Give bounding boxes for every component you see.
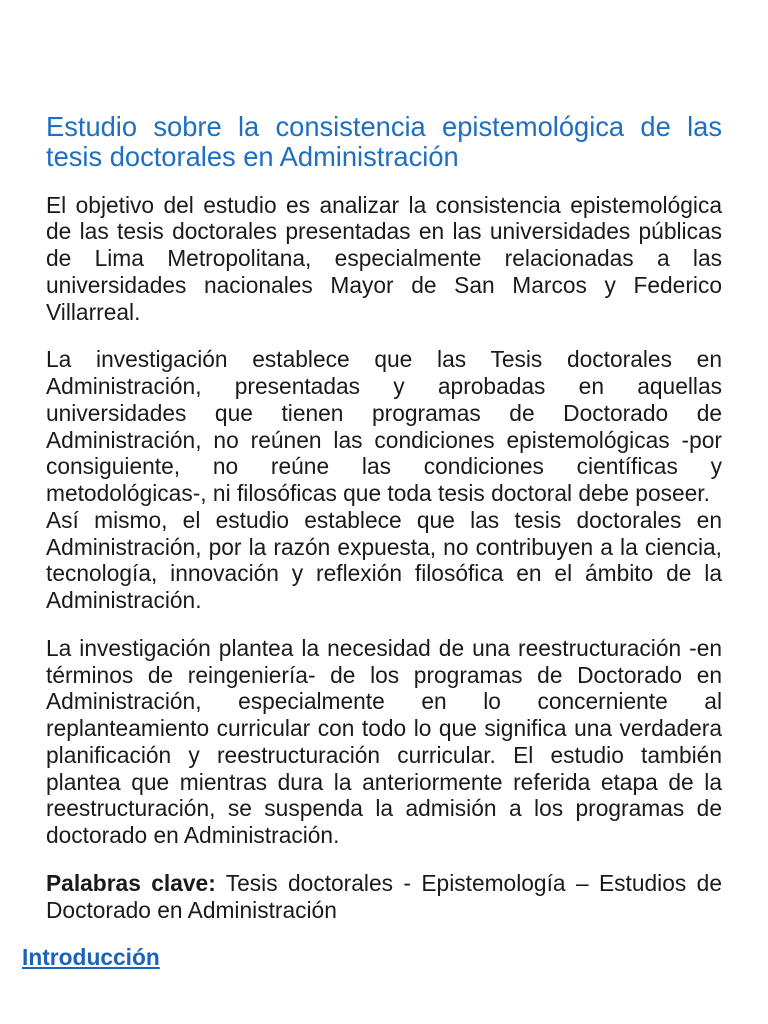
document-page [22,111,722,971]
paragraph-line: de las tesis doctorales presentadas en las universidades públicas [46,218,722,245]
paragraph-line: Administración, presentadas y aprobadas en aquellas [46,373,722,399]
keywords-text: Tesis doctorales - Epistemología – Estudios de [225,869,722,896]
paragraph-line: La investigación plantea la necesidad de una reestructuración -en [46,634,722,661]
paragraph-line: planificación y reestructuración curricular. El estudio también [46,741,722,768]
document-title [46,112,722,171]
paragraph-line: metodológicas-, ni filosóficas que toda tesis doctoral debe poseer. [46,480,710,506]
paragraph-proposal [46,635,722,849]
paragraph-line: Administración, no reúnen las condiciones epistemológicas -por [46,426,722,453]
keywords-line: Doctorado en Administración [46,896,337,923]
paragraph-line: replanteamiento curricular con todo lo que significa una verdadera [46,715,722,741]
paragraph-line: universidades que tienen programas de Doctorado de [46,399,722,426]
paragraph-findings [46,346,722,614]
paragraph-line: consiguiente, no reúne las condiciones científicas y [46,453,722,480]
paragraph-line: Administración, especialmente en lo concerniente al [46,688,722,715]
paragraph-line: de Lima Metropolitana, especialmente relacionadas a las [46,245,722,271]
paragraph-line: El objetivo del estudio es analizar la consistencia epistemológica [46,191,722,218]
paragraph-line: doctorado en Administración. [46,822,340,848]
title-line: tesis doctorales en Administración [46,140,459,172]
paragraph-line: Administración, por la razón expuesta, no contribuyen a la ciencia, [46,533,722,560]
paragraph-objective [46,192,722,326]
paragraph-line: Así mismo, el estudio establece que las tesis doctorales en [46,506,722,533]
paragraph-line: tecnología, innovación y reflexión filosófica en el ámbito de la [46,560,722,587]
paragraph-line: Villarreal. [46,298,141,325]
keywords-block [46,870,722,924]
paragraph-line: términos de reingeniería- de los programas de Doctorado en [46,661,722,688]
keywords-line [46,870,722,897]
paragraph-line: reestructuración, se suspenda la admisión a los programas de [46,795,722,822]
title-line: Estudio sobre la consistencia epistemológica de las [46,111,722,142]
paragraph-line: universidades nacionales Mayor de San Marcos y Federico [46,271,722,298]
paragraph-line: La investigación establece que las Tesis doctorales en [46,346,722,373]
paragraph-line: Administración. [46,587,202,613]
introduction-link[interactable]: Introducción [22,944,160,971]
paragraph-line: plantea que mientras dura la anteriormente referida etapa de la [46,768,722,795]
keywords-label: Palabras clave: [46,869,216,896]
